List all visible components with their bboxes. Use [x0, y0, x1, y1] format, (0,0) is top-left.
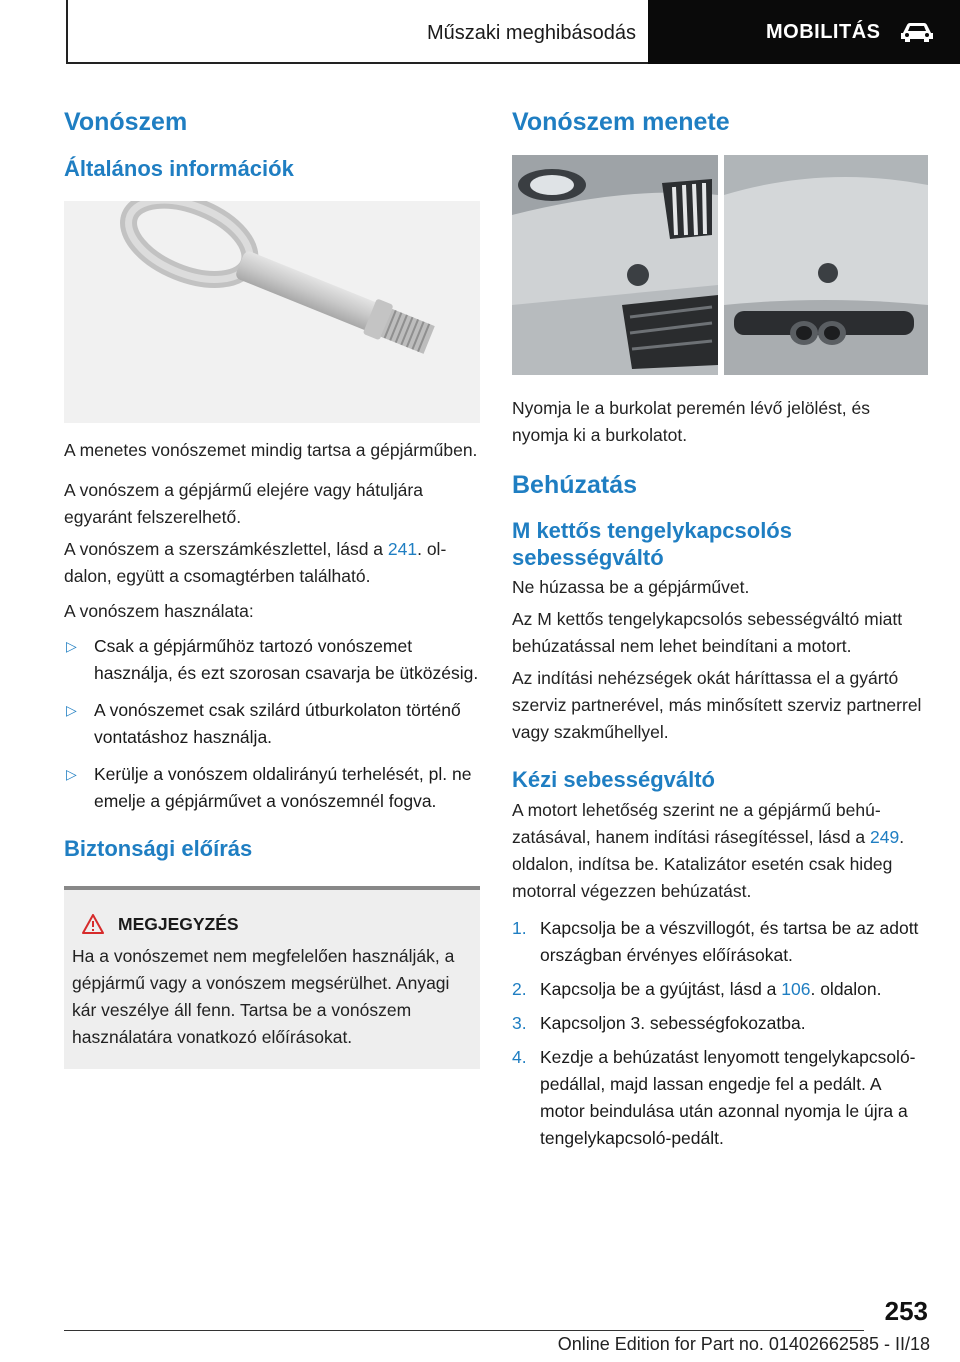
notice-text: Ha a vonószemet nem megfelelően használják, a gépjármű vagy a vonószem megsérülhet. Anyagi kár veszélye áll fenn. Tartsa be a vonószem használatára vonatkozó előírásokat.	[72, 945, 455, 1047]
step-item	[512, 915, 928, 969]
step-text: Kapcsoljon 3. sebességfokozatba.	[540, 1012, 806, 1033]
usage-list	[64, 633, 480, 815]
notice-label: MEGJEGYZÉS	[118, 913, 239, 934]
step-text: Kapcsolja be a gyújtást, lásd a	[540, 978, 782, 999]
subsection-title: Biztonsági előírás	[64, 836, 253, 862]
subsection-title: Általános információk	[64, 155, 294, 181]
step-item	[512, 1010, 928, 1037]
triangle-bullet-icon: ▷	[66, 766, 77, 783]
list-item-text: Csak a gépjárműhöz tartozó vonószemet használja, és ezt szorosan csavarja be ütközésig.	[94, 636, 479, 684]
step-text: Kapcsolja be a vészvillogót, és tartsa be az adott országban érvényes előírásokat.	[540, 917, 919, 965]
paragraph: A menetes vonószemet mindig tartsa a gépjárműben.	[64, 440, 478, 461]
list-item	[64, 633, 480, 687]
paragraph-text: . oldalon, együtt a csomagtérben található.	[64, 539, 447, 587]
tow-eye-image	[64, 201, 480, 423]
step-text: Kezdje a behúzatást lenyomott tengelykapcsoló-pedállal, majd lassan engedje fel a pedált. A motor beindulása után azonnal nyomja le újra a tengelykapcsoló-pedált.	[540, 1046, 916, 1148]
page-reference-link[interactable]: 249	[869, 826, 900, 847]
header-rule	[66, 62, 648, 64]
right-column	[512, 96, 928, 1159]
step-number: 4.	[512, 1046, 527, 1067]
paragraph: Az M kettős tengelykapcsolós sebességváltó miatt behúzatással nem lehet beindítani a motort.	[512, 609, 903, 656]
section-title: Vonószem	[64, 108, 188, 136]
step-number: 1.	[512, 917, 527, 938]
towing-steps-list	[512, 915, 928, 1152]
paragraph	[64, 536, 480, 590]
triangle-bullet-icon: ▷	[66, 702, 77, 719]
header-chapter-tab	[648, 0, 960, 64]
image-caption: Nyomja le a burkolat peremén lévő jelölést, és nyomja ki a burkolatot.	[512, 397, 870, 445]
paragraph: Az indítási nehézségek okát háríttassa el a gyártó szerviz partnerével, más minősített szerviz partnerrel vagy szakműhellyel.	[512, 668, 922, 742]
step-number: 2.	[512, 978, 527, 999]
page-number: 253	[884, 1296, 928, 1326]
chapter-title: MOBILITÁS	[766, 20, 881, 43]
triangle-bullet-icon: ▷	[66, 638, 77, 655]
step-item	[512, 1044, 928, 1152]
page-reference-link[interactable]: 241	[387, 539, 418, 560]
paragraph-text: A motort lehetőség szerint ne a gépjármű behúzatásával, hanem indítási rásegítéssel, lásd a	[512, 799, 881, 847]
paragraph: Ne húzassa be a gépjárművet.	[512, 577, 750, 597]
subsection-title: Kézi sebességváltó	[512, 767, 715, 792]
rear-bumper-photo	[724, 155, 928, 375]
list-item	[64, 761, 480, 815]
paragraph	[512, 797, 928, 905]
paragraph-text: A vonószem a szerszámkészlettel, lásd a	[64, 539, 388, 560]
footer-rule	[64, 1330, 864, 1331]
edition-note: Online Edition for Part no. 01402662585 - II/18	[557, 1334, 930, 1354]
warning-triangle-icon	[82, 914, 104, 934]
section-title: Vonószem menete	[512, 108, 730, 136]
subsection-title: M kettős tengelykapcsolós sebességváltó	[512, 518, 792, 570]
list-item	[64, 697, 480, 751]
step-number: 3.	[512, 1012, 527, 1033]
notice-header	[72, 914, 470, 935]
step-text: . oldalon.	[810, 978, 882, 999]
paragraph: A vonószem használata:	[64, 601, 254, 622]
header-section-title: Műszaki meghibásodás	[427, 22, 636, 44]
car-icon	[899, 21, 935, 43]
tow-eye-illustration	[64, 201, 480, 423]
bumper-cover-photos	[512, 155, 928, 375]
list-item-text: A vonószemet csak szilárd útburkolaton történő vontatáshoz használja.	[94, 700, 461, 748]
section-title: Behúzatás	[512, 470, 638, 499]
paragraph-text: . oldalon, indítsa be. Katalizátor esetén csak hideg motorral végezzen behúzatást.	[512, 826, 905, 901]
front-bumper-photo	[512, 155, 718, 375]
paragraph: A vonószem a gépjármű elejére vagy hátuljára egyaránt felszerelhető.	[64, 480, 423, 528]
step-item	[512, 976, 928, 1003]
page-reference-link[interactable]: 106	[781, 978, 811, 999]
notice-box	[64, 886, 480, 1069]
list-item-text: Kerülje a vonószem oldalirányú terhelését, pl. ne emelje a gépjárművet a vonószemnél fogva.	[94, 764, 472, 812]
left-column	[64, 96, 480, 1069]
